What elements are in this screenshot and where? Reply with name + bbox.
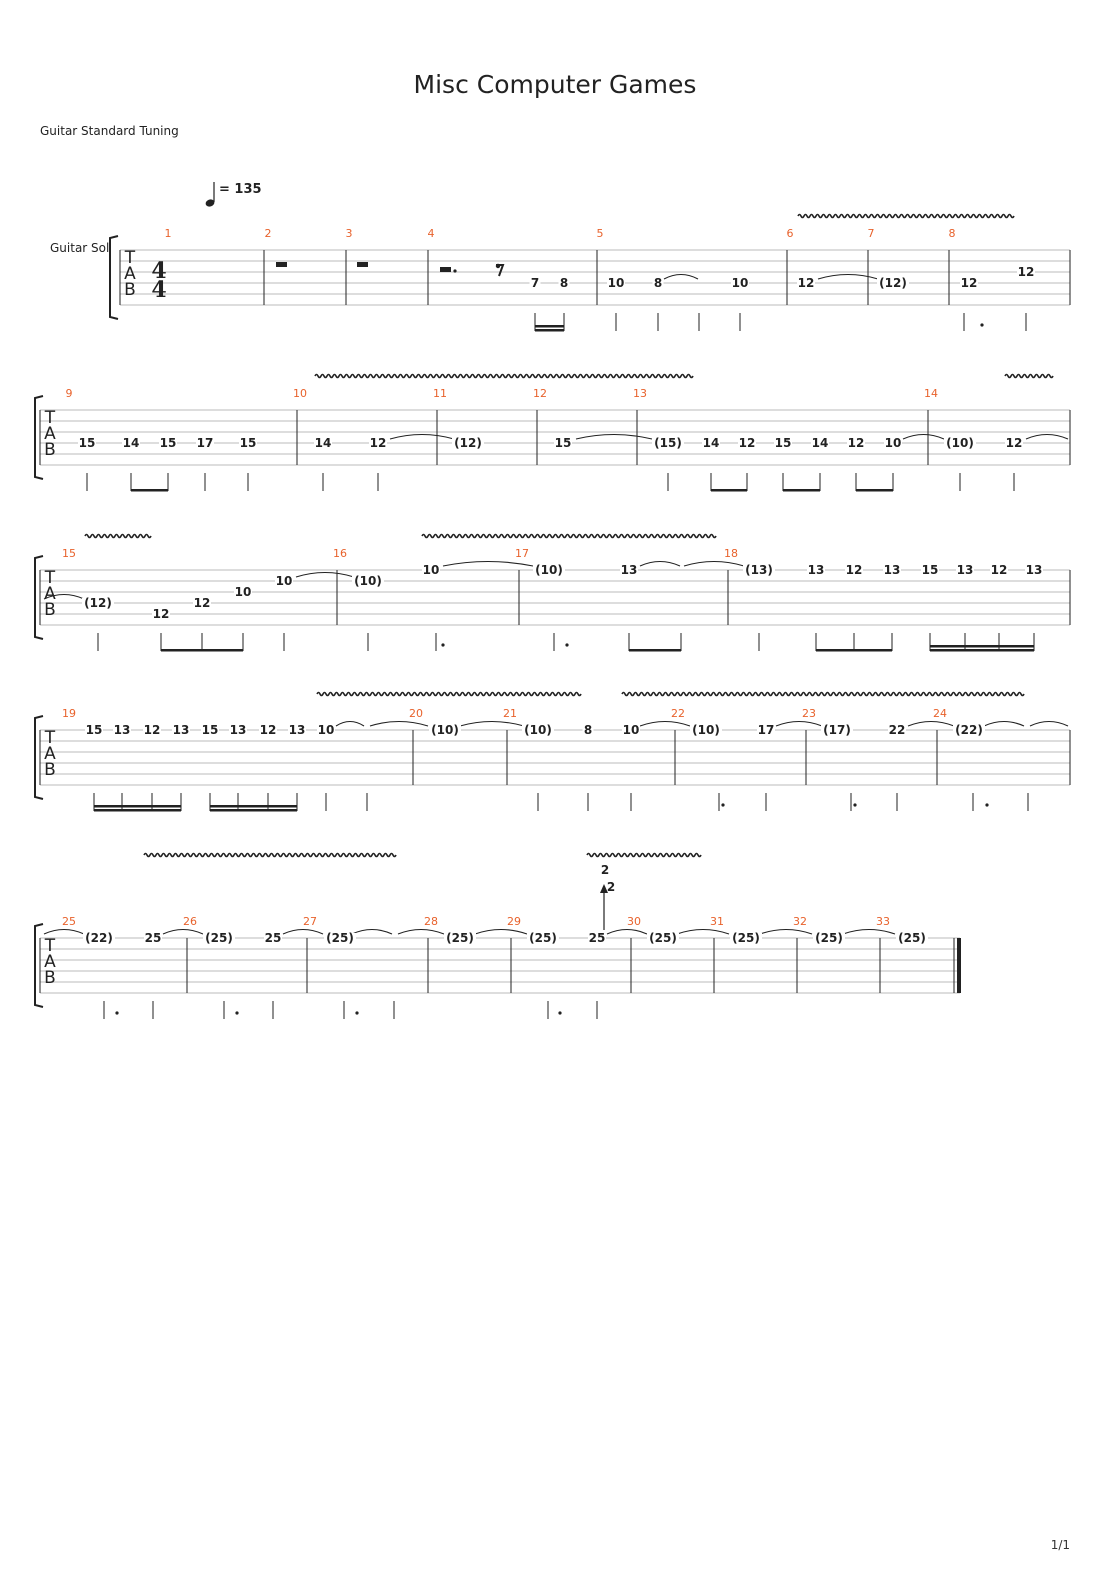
system-bracket (110, 236, 118, 319)
fret-number: 10 (317, 723, 335, 737)
note-beam (94, 809, 181, 812)
measure-number: 17 (515, 547, 529, 560)
tie-arc (684, 562, 744, 567)
fret-number: 17 (757, 723, 775, 737)
fret-number: 13 (113, 723, 131, 737)
system-bracket (35, 556, 43, 639)
measure-number: 27 (303, 915, 317, 928)
rhythm-dot (441, 643, 444, 646)
fret-number: 10 (275, 574, 293, 588)
fret-number: 14 (122, 436, 140, 450)
fret-number: 15 (774, 436, 792, 450)
measure-number: 6 (786, 227, 794, 240)
measure-number: 3 (345, 227, 353, 240)
measure-number: 9 (65, 387, 73, 400)
tie-arc (664, 275, 698, 280)
fret-number: 13 (956, 563, 974, 577)
measure-number: 32 (793, 915, 807, 928)
measure-number: 8 (948, 227, 956, 240)
system-bracket (35, 924, 43, 1007)
track-label: Guitar Sol (50, 241, 110, 255)
fret-number: 13 (620, 563, 638, 577)
note-beam (535, 325, 564, 328)
measure-number: 10 (293, 387, 307, 400)
tab-clef-letter: T (44, 728, 56, 748)
fret-number: (22) (955, 723, 983, 737)
fret-number: 14 (811, 436, 829, 450)
tie-arc (44, 930, 84, 935)
fret-number: 15 (239, 436, 257, 450)
tie-arc (398, 930, 444, 935)
tie-arc (908, 722, 954, 727)
fret-number: 12 (1017, 265, 1035, 279)
tie-arc (818, 275, 878, 280)
vibrato-mark (85, 535, 151, 538)
rest-dot (453, 269, 456, 272)
system-bracket (35, 396, 43, 479)
tab-clef-letter: A (44, 952, 56, 972)
fret-number: (15) (654, 436, 682, 450)
measure-number: 23 (802, 707, 816, 720)
note-beam (930, 645, 1034, 648)
note-beam (816, 649, 892, 652)
rhythm-dot (235, 1011, 238, 1014)
tuning-label: Guitar Standard Tuning (40, 124, 179, 138)
fret-number: 12 (152, 607, 170, 621)
measure-number: 11 (433, 387, 447, 400)
fret-number: 15 (201, 723, 219, 737)
vibrato-mark (798, 215, 1014, 218)
tab-clef-letter: B (124, 280, 136, 300)
measure-number: 7 (867, 227, 875, 240)
tie-arc (576, 435, 652, 440)
eighth-rest-head (496, 264, 500, 268)
note-beam (210, 809, 297, 812)
page-number: 1/1 (1050, 1538, 1070, 1552)
tie-arc (776, 722, 822, 727)
note-beam (131, 489, 168, 492)
vibrato-mark (587, 854, 701, 857)
tab-clef-letter: A (44, 584, 56, 604)
tie-arc (607, 930, 647, 935)
fret-number: 12 (369, 436, 387, 450)
tab-clef-letter: A (124, 264, 136, 284)
fret-number: 25 (264, 931, 282, 945)
fret-number: 14 (314, 436, 332, 450)
note-beam (535, 329, 564, 332)
fret-number: 13 (1025, 563, 1043, 577)
fret-number: 12 (259, 723, 277, 737)
fret-number: (10) (431, 723, 459, 737)
tie-arc (903, 435, 944, 440)
fret-number: (22) (85, 931, 113, 945)
final-barline-thick (957, 938, 961, 993)
vibrato-mark (1005, 375, 1053, 378)
vibrato-mark (144, 854, 396, 857)
note-beam (94, 805, 181, 808)
fret-number: (10) (692, 723, 720, 737)
half-rest (357, 262, 368, 267)
tie-arc (390, 435, 454, 440)
tab-clef-letter: B (44, 968, 56, 988)
note-beam (930, 649, 1034, 652)
fret-number: 12 (193, 596, 211, 610)
half-rest (440, 267, 451, 272)
fret-number: 15 (921, 563, 939, 577)
rhythm-dot (853, 803, 856, 806)
fret-number: (12) (84, 596, 112, 610)
tie-arc (1030, 722, 1068, 727)
half-rest (276, 262, 287, 267)
measure-number: 18 (724, 547, 738, 560)
tab-clef-letter: T (124, 248, 136, 268)
tie-arc (760, 930, 812, 935)
fret-number: 8 (653, 276, 663, 290)
measure-number: 1 (164, 227, 172, 240)
tie-arc (163, 930, 203, 935)
fret-number: 25 (144, 931, 162, 945)
fret-number: 17 (196, 436, 214, 450)
fret-number: 13 (229, 723, 247, 737)
measure-number: 2 (264, 227, 272, 240)
tie-arc (370, 722, 428, 727)
measure-number: 21 (503, 707, 517, 720)
system-bracket (35, 716, 43, 799)
fret-number: 10 (422, 563, 440, 577)
tie-arc (843, 930, 895, 935)
fret-number: 13 (172, 723, 190, 737)
tie-arc (443, 562, 533, 567)
bend-release-amount: 2 (606, 880, 616, 894)
fret-number: 13 (288, 723, 306, 737)
fret-number: 12 (143, 723, 161, 737)
measure-number: 4 (427, 227, 435, 240)
tab-clef-letter: A (44, 424, 56, 444)
vibrato-mark (315, 375, 693, 378)
note-beam (711, 489, 747, 492)
fret-number: (25) (205, 931, 233, 945)
fret-number: (17) (823, 723, 851, 737)
tie-arc (296, 573, 354, 578)
fret-number: (10) (524, 723, 552, 737)
note-beam (210, 805, 297, 808)
fret-number: 14 (702, 436, 720, 450)
note-beam (629, 649, 681, 652)
fret-number: 12 (797, 276, 815, 290)
tie-arc (677, 930, 729, 935)
fret-number: (25) (815, 931, 843, 945)
fret-number: 12 (960, 276, 978, 290)
fret-number: (25) (529, 931, 557, 945)
bend-amount: 2 (600, 863, 610, 877)
fret-number: (25) (732, 931, 760, 945)
tab-clef-letter: T (44, 568, 56, 588)
measure-number: 5 (596, 227, 604, 240)
rhythm-dot (355, 1011, 358, 1014)
measure-number: 14 (924, 387, 938, 400)
fret-number: 13 (883, 563, 901, 577)
fret-number: 10 (622, 723, 640, 737)
tab-clef-letter: B (44, 440, 56, 460)
tie-arc (640, 562, 680, 567)
measure-number: 33 (876, 915, 890, 928)
rhythm-dot (565, 643, 568, 646)
fret-number: 15 (159, 436, 177, 450)
fret-number: (25) (649, 931, 677, 945)
fret-number: (13) (745, 563, 773, 577)
fret-number: 8 (583, 723, 593, 737)
fret-number: (25) (446, 931, 474, 945)
fret-number: (12) (879, 276, 907, 290)
measure-number: 30 (627, 915, 641, 928)
tie-arc (283, 930, 323, 935)
fret-number: 7 (530, 276, 540, 290)
song-title: Misc Computer Games (413, 70, 697, 99)
fret-number: (10) (535, 563, 563, 577)
fret-number: 15 (78, 436, 96, 450)
measure-number: 22 (671, 707, 685, 720)
tie-arc (984, 722, 1024, 727)
tie-arc (460, 722, 524, 727)
fret-number: (10) (354, 574, 382, 588)
tempo-marking: = 135 (219, 182, 262, 197)
fret-number: 12 (847, 436, 865, 450)
measure-number: 25 (62, 915, 76, 928)
rhythm-dot (115, 1011, 118, 1014)
rhythm-dot (985, 803, 988, 806)
note-beam (856, 489, 893, 492)
fret-number: 10 (607, 276, 625, 290)
note-beam (161, 649, 243, 652)
measure-number: 28 (424, 915, 438, 928)
tab-clef-letter: T (44, 936, 56, 956)
tab-system (35, 716, 1070, 812)
tie-arc (336, 722, 364, 727)
fret-number: 12 (738, 436, 756, 450)
measure-number: 24 (933, 707, 947, 720)
tie-arc (640, 722, 690, 727)
fret-number: (10) (946, 436, 974, 450)
tab-system (35, 396, 1070, 492)
rhythm-dot (558, 1011, 561, 1014)
measure-number: 31 (710, 915, 724, 928)
vibrato-mark (317, 693, 581, 696)
tab-clef-letter: A (44, 744, 56, 764)
vibrato-mark (422, 535, 716, 538)
vibrato-mark (622, 693, 1024, 696)
fret-number: 12 (1005, 436, 1023, 450)
fret-number: 15 (85, 723, 103, 737)
fret-number: (25) (326, 931, 354, 945)
fret-number: 13 (807, 563, 825, 577)
fret-number: 10 (884, 436, 902, 450)
time-signature-top: 4 (151, 258, 167, 284)
time-signature-bottom: 4 (151, 277, 167, 303)
measure-number: 29 (507, 915, 521, 928)
fret-number: 12 (845, 563, 863, 577)
measure-number: 12 (533, 387, 547, 400)
fret-number: (12) (454, 436, 482, 450)
measure-number: 15 (62, 547, 76, 560)
fret-number: 22 (888, 723, 906, 737)
tab-clef-letter: B (44, 600, 56, 620)
tab-system (110, 236, 1070, 332)
measure-number: 16 (333, 547, 347, 560)
fret-number: 8 (559, 276, 569, 290)
fret-number: 15 (554, 436, 572, 450)
rhythm-dot (980, 323, 983, 326)
measure-number: 26 (183, 915, 197, 928)
tab-clef-letter: B (44, 760, 56, 780)
tab-clef-letter: T (44, 408, 56, 428)
rhythm-dot (721, 803, 724, 806)
fret-number: (25) (898, 931, 926, 945)
tie-arc (352, 930, 392, 935)
measure-number: 13 (633, 387, 647, 400)
note-beam (783, 489, 820, 492)
fret-number: 25 (588, 931, 606, 945)
fret-number: 12 (990, 563, 1008, 577)
measure-number: 20 (409, 707, 423, 720)
tie-arc (475, 930, 527, 935)
measure-number: 19 (62, 707, 76, 720)
fret-number: 10 (731, 276, 749, 290)
fret-number: 10 (234, 585, 252, 599)
tie-arc (1026, 435, 1068, 440)
